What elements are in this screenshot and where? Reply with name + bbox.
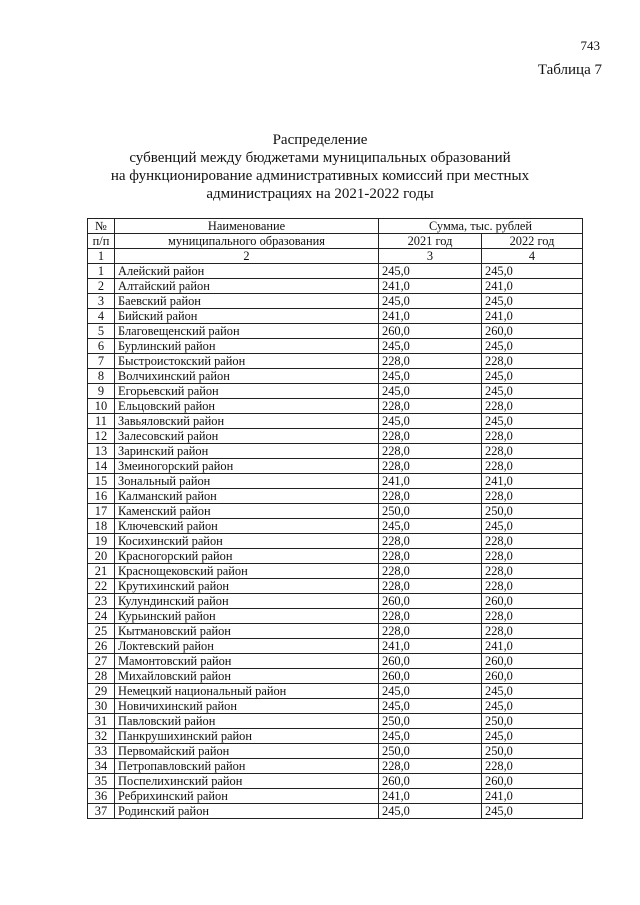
amount-2021: 228,0 [379,534,482,549]
amount-2022: 228,0 [482,609,583,624]
row-number: 20 [88,549,115,564]
municipality-name: Егорьевский район [115,384,379,399]
amount-2021: 241,0 [379,639,482,654]
table-row [88,384,583,399]
amount-2021: 241,0 [379,279,482,294]
amount-2022: 228,0 [482,354,583,369]
amount-2021: 241,0 [379,474,482,489]
table-body [88,264,583,819]
header-name-line1: Наименование [115,219,379,234]
amount-2022: 260,0 [482,669,583,684]
table-row [88,414,583,429]
amount-2021: 260,0 [379,654,482,669]
table-row [88,639,583,654]
municipality-name: Калманский район [115,489,379,504]
header-year-2022: 2022 год [482,234,583,249]
row-number: 10 [88,399,115,414]
table-row [88,564,583,579]
row-number: 19 [88,534,115,549]
row-number: 1 [88,264,115,279]
row-number: 23 [88,594,115,609]
amount-2022: 245,0 [482,804,583,819]
amount-2021: 241,0 [379,309,482,324]
amount-2021: 228,0 [379,489,482,504]
amount-2022: 245,0 [482,684,583,699]
row-number: 32 [88,729,115,744]
table-row [88,459,583,474]
table-row [88,579,583,594]
table-row [88,699,583,714]
header-sum: Сумма, тыс. рублей [379,219,583,234]
municipality-name: Панкрушихинский район [115,729,379,744]
municipality-name: Ключевский район [115,519,379,534]
amount-2021: 250,0 [379,504,482,519]
table-row [88,474,583,489]
row-number: 15 [88,474,115,489]
amount-2021: 245,0 [379,339,482,354]
amount-2022: 260,0 [482,774,583,789]
amount-2022: 228,0 [482,564,583,579]
municipality-name: Павловский район [115,714,379,729]
amount-2021: 250,0 [379,744,482,759]
table-row [88,279,583,294]
row-number: 25 [88,624,115,639]
document-heading [0,131,640,203]
column-index: 1 [88,249,115,264]
amount-2022: 228,0 [482,429,583,444]
municipality-name: Бурлинский район [115,339,379,354]
amount-2022: 245,0 [482,339,583,354]
row-number: 16 [88,489,115,504]
amount-2021: 245,0 [379,264,482,279]
amount-2022: 260,0 [482,594,583,609]
table-row [88,519,583,534]
table-row [88,759,583,774]
amount-2022: 245,0 [482,699,583,714]
amount-2021: 228,0 [379,579,482,594]
table-row [88,294,583,309]
municipality-name: Алтайский район [115,279,379,294]
row-number: 12 [88,429,115,444]
table-row [88,324,583,339]
header-row-2 [88,234,583,249]
amount-2021: 245,0 [379,384,482,399]
table-row [88,339,583,354]
table-row [88,504,583,519]
municipality-name: Завьяловский район [115,414,379,429]
municipality-name: Родинский район [115,804,379,819]
column-index: 4 [482,249,583,264]
amount-2022: 241,0 [482,639,583,654]
municipality-name: Змеиногорский район [115,459,379,474]
amount-2021: 228,0 [379,624,482,639]
municipality-name: Курьинский район [115,609,379,624]
row-number: 27 [88,654,115,669]
amount-2021: 260,0 [379,594,482,609]
table-row [88,309,583,324]
amount-2022: 250,0 [482,744,583,759]
amount-2022: 241,0 [482,474,583,489]
table-row [88,624,583,639]
row-number: 29 [88,684,115,699]
municipality-name: Волчихинский район [115,369,379,384]
table-row [88,549,583,564]
municipality-name: Первомайский район [115,744,379,759]
row-number: 21 [88,564,115,579]
row-number: 13 [88,444,115,459]
municipality-name: Новичихинский район [115,699,379,714]
row-number: 7 [88,354,115,369]
amount-2021: 228,0 [379,759,482,774]
municipality-name: Поспелихинский район [115,774,379,789]
table-row [88,429,583,444]
amount-2021: 241,0 [379,789,482,804]
table-row [88,774,583,789]
amount-2022: 228,0 [482,459,583,474]
row-number: 22 [88,579,115,594]
table-row [88,714,583,729]
header-num-line1: № [88,219,115,234]
table-row [88,654,583,669]
municipality-name: Благовещенский район [115,324,379,339]
amount-2022: 228,0 [482,534,583,549]
row-number: 26 [88,639,115,654]
municipality-name: Петропавловский район [115,759,379,774]
page-number: 743 [580,38,600,53]
table-row [88,354,583,369]
heading-line-1: Распределение [272,132,368,148]
header-num-line2: п/п [88,234,115,249]
amount-2022: 245,0 [482,414,583,429]
table-row [88,264,583,279]
municipality-name: Краснощековский район [115,564,379,579]
amount-2022: 245,0 [482,519,583,534]
amount-2021: 245,0 [379,684,482,699]
amount-2022: 245,0 [482,264,583,279]
amount-2021: 228,0 [379,564,482,579]
amount-2021: 228,0 [379,549,482,564]
amount-2022: 228,0 [482,489,583,504]
row-number: 33 [88,744,115,759]
table-row [88,399,583,414]
table-row [88,789,583,804]
table-row [88,489,583,504]
amount-2022: 241,0 [482,309,583,324]
amount-2021: 245,0 [379,699,482,714]
table-row [88,594,583,609]
table-row [88,684,583,699]
header-year-2021: 2021 год [379,234,482,249]
column-index: 2 [115,249,379,264]
municipality-name: Бийский район [115,309,379,324]
heading-line-4: администрациях на 2021-2022 годы [206,186,434,202]
municipality-name: Локтевский район [115,639,379,654]
amount-2021: 250,0 [379,714,482,729]
table-row [88,609,583,624]
amount-2022: 228,0 [482,624,583,639]
amount-2022: 228,0 [482,759,583,774]
amount-2022: 241,0 [482,789,583,804]
municipality-name: Кытмановский район [115,624,379,639]
amount-2022: 245,0 [482,294,583,309]
amount-2021: 228,0 [379,609,482,624]
amount-2021: 245,0 [379,804,482,819]
table-label: Таблица 7 [537,62,602,78]
heading-line-2: субвенций между бюджетами муниципальных образований [129,150,511,166]
row-number: 37 [88,804,115,819]
amount-2021: 245,0 [379,414,482,429]
column-index: 3 [379,249,482,264]
row-number: 36 [88,789,115,804]
amount-2022: 245,0 [482,384,583,399]
row-number: 28 [88,669,115,684]
municipality-name: Баевский район [115,294,379,309]
row-number: 9 [88,384,115,399]
municipality-name: Алейский район [115,264,379,279]
row-number: 34 [88,759,115,774]
row-number: 35 [88,774,115,789]
amount-2022: 228,0 [482,579,583,594]
amount-2021: 245,0 [379,294,482,309]
column-index-row [88,249,583,264]
row-number: 4 [88,309,115,324]
municipality-name: Немецкий национальный район [115,684,379,699]
municipality-name: Косихинский район [115,534,379,549]
amount-2021: 228,0 [379,429,482,444]
subsidy-table [87,218,583,819]
amount-2021: 228,0 [379,444,482,459]
amount-2022: 260,0 [482,324,583,339]
amount-2021: 245,0 [379,729,482,744]
amount-2022: 260,0 [482,654,583,669]
amount-2022: 245,0 [482,369,583,384]
amount-2021: 228,0 [379,459,482,474]
row-number: 17 [88,504,115,519]
table-row [88,444,583,459]
amount-2022: 250,0 [482,504,583,519]
row-number: 31 [88,714,115,729]
municipality-name: Ребрихинский район [115,789,379,804]
amount-2021: 245,0 [379,369,482,384]
municipality-name: Красногорский район [115,549,379,564]
row-number: 11 [88,414,115,429]
municipality-name: Быстроистокский район [115,354,379,369]
municipality-name: Заринский район [115,444,379,459]
municipality-name: Крутихинский район [115,579,379,594]
table-row [88,729,583,744]
municipality-name: Каменский район [115,504,379,519]
municipality-name: Михайловский район [115,669,379,684]
amount-2021: 228,0 [379,354,482,369]
amount-2022: 241,0 [482,279,583,294]
amount-2022: 250,0 [482,714,583,729]
row-number: 2 [88,279,115,294]
row-number: 14 [88,459,115,474]
amount-2022: 228,0 [482,549,583,564]
municipality-name: Залесовский район [115,429,379,444]
amount-2021: 245,0 [379,519,482,534]
amount-2021: 260,0 [379,669,482,684]
amount-2022: 228,0 [482,399,583,414]
row-number: 6 [88,339,115,354]
amount-2021: 228,0 [379,399,482,414]
header-row-1 [88,219,583,234]
municipality-name: Мамонтовский район [115,654,379,669]
amount-2021: 260,0 [379,324,482,339]
row-number: 30 [88,699,115,714]
table-row [88,804,583,819]
row-number: 8 [88,369,115,384]
municipality-name: Зональный район [115,474,379,489]
table-row [88,669,583,684]
header-name-line2: муниципального образования [115,234,379,249]
row-number: 5 [88,324,115,339]
table-row [88,369,583,384]
row-number: 24 [88,609,115,624]
row-number: 18 [88,519,115,534]
table-row [88,744,583,759]
municipality-name: Кулундинский район [115,594,379,609]
amount-2021: 260,0 [379,774,482,789]
amount-2022: 228,0 [482,444,583,459]
heading-line-3: на функционирование административных комиссий при местных [110,168,530,184]
municipality-name: Ельцовский район [115,399,379,414]
amount-2022: 245,0 [482,729,583,744]
table-row [88,534,583,549]
row-number: 3 [88,294,115,309]
